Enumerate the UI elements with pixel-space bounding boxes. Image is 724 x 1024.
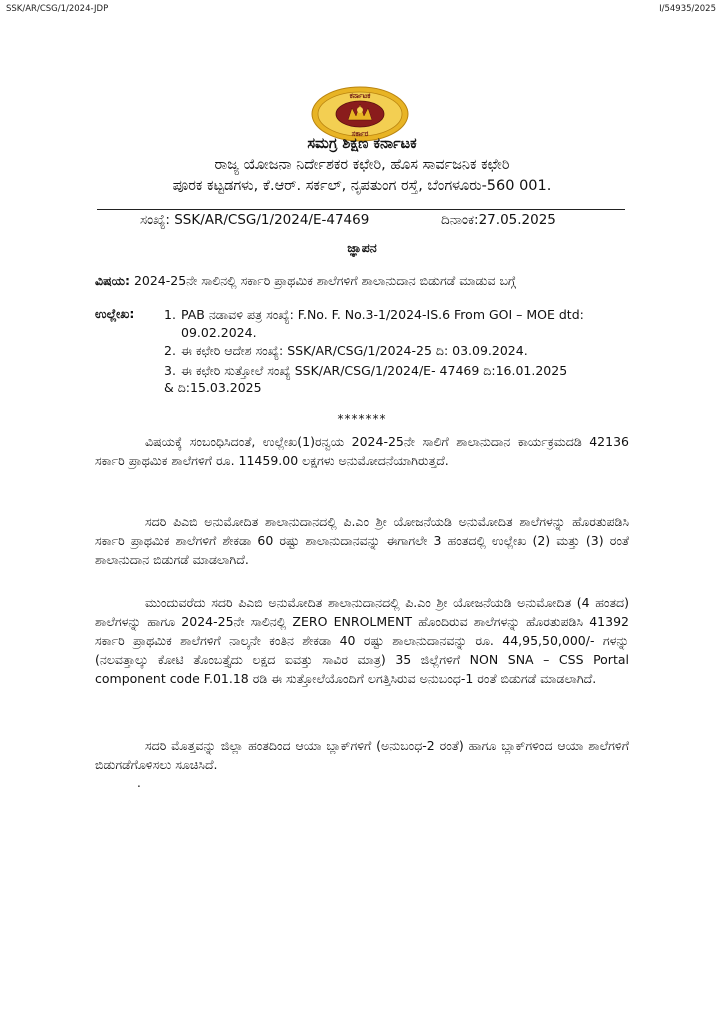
body-paragraph-text: ವಿಷಯಕ್ಕೆ ಸಂಬಂಧಿಸಿದಂತೆ, ಉಲ್ಲೇಖ(1)ರನ್ವಯ 2024-25ನೇ ಸಾಲಿಗೆ ಶಾಲಾನುದಾನ ಕಾರ್ಯಕ್ರಮದಡಿ 42136 ಸರ್ಕಾರಿ ಪ್ರಾಥಮಿಕ ಶಾಲೆಗಳಿಗೆ ರೂ. 11459.00 ಲಕ್ಷಗಳು ಅನುಮೋದನೆಯಾಗಿರುತ್ತದೆ. [95, 434, 629, 468]
reference-item-text: ಈ ಕಛೇರಿ ಆದೇಶ ಸಂಖ್ಯೆ: SSK/AR/CSG/1/2024-25 ದಿ: 03.09.2024. [181, 343, 528, 358]
body-paragraph [95, 432, 629, 470]
reference-item-continuation: & ದಿ:15.03.2025 [164, 380, 262, 395]
organization-name: ಸಮಗ್ರ ಶಿಕ್ಷಣ ಕರ್ನಾಟಕ [307, 136, 417, 152]
document-title: ಜ್ಞಾಪನ [347, 240, 377, 255]
body-paragraph [95, 512, 629, 569]
subject-text: 2024-25ನೇ ಸಾಲಿನಲ್ಲಿ ಸರ್ಕಾರಿ ಪ್ರಾಥಮಿಕ ಶಾಲೆಗಳಿಗೆ ಶಾಲಾನುದಾನ ಬಿಡುಗಡೆ ಮಾಡುವ ಬಗ್ಗೆ [133, 273, 516, 288]
trailing-mark: . [137, 776, 141, 790]
header-divider [97, 209, 625, 210]
office-name: ರಾಜ್ಯ ಯೋಜನಾ ನಿರ್ದೇಶಕರ ಕಛೇರಿ, ಹೊಸ ಸಾರ್ವಜನಿಕ ಕಛೇರಿ [214, 157, 510, 173]
reference-item-text: PAB ನಡಾವಳಿ ಪತ್ರ ಸಂಖ್ಯೆ: F.No. F. No.3-1/2024-IS.6 From GOI – MOE dtd: 09.02.2024. [181, 307, 584, 340]
office-address: ಪೂರಕ ಕಟ್ಟಡಗಳು, ಕೆ.ಆರ್. ಸರ್ಕಲ್, ನೃಪತುಂಗ ರಸ್ತೆ, ಬೆಂಗಳೂರು-560 001. [172, 178, 552, 194]
body-paragraph-text: ಸದರಿ ಪಿಎಬಿ ಅನುಮೋದಿತ ಶಾಲಾನುದಾನದಲ್ಲಿ ಪಿ.ಎಂ ಶ್ರೀ ಯೋಜನೆಯಡಿ ಅನುಮೋದಿತ ಶಾಲೆಗಳನ್ನು ಹೊರತುಪಡಿಸಿ ಸರ್ಕಾರಿ ಪ್ರಾಥಮಿಕ ಶಾಲೆಗಳಿಗೆ ಶೇಕಡಾ 60 ರಷ್ಟು ಶಾಲಾನುದಾನವನ್ನು ಈಗಾಗಲೇ 3 ಹಂತದಲ್ಲಿ ಉಲ್ಲೇಖ (2) ಮತ್ತು (3) ರಂತೆ ಶಾಲಾನುದಾನ ಬಿಡುಗಡೆ ಮಾಡಲಾಗಿದೆ. [95, 514, 629, 567]
seal-bottom-text: ಸರ್ಕಾರ [351, 130, 369, 138]
body-paragraph [95, 736, 629, 774]
document-date: ದಿನಾಂಕ:27.05.2025 [441, 212, 556, 228]
section-separator: ******* [337, 412, 387, 426]
reference-item-number: 2. [164, 343, 176, 358]
reference-item-text: ಈ ಕಛೇರಿ ಸುತ್ತೋಲೆ ಸಂಖ್ಯೆ SSK/AR/CSG/1/2024/E- 47469 ದಿ:16.01.2025 [181, 363, 568, 378]
reference-item-number: 3. [164, 363, 176, 378]
reference-item-number: 1. [164, 307, 176, 322]
karnataka-seal-icon [311, 86, 409, 142]
subject-line [95, 273, 655, 289]
body-paragraph-text: ಮುಂದುವರೆದು ಸದರಿ ಪಿಎಬಿ ಅನುಮೋದಿತ ಶಾಲಾನುದಾನದಲ್ಲಿ ಪಿ.ಎಂ ಶ್ರೀ ಯೋಜನೆಯಡಿ ಅನುಮೋದಿತ (4 ಹಂತದ) ಶಾಲೆಗಳನ್ನು ಹಾಗೂ 2024-25ನೇ ಸಾಲಿನಲ್ಲಿ ZERO ENROLMENT ಹೊಂದಿರುವ ಶಾಲೆಗಳನ್ನು ಹೊರತುಪಡಿಸಿ 41392 ಸರ್ಕಾರಿ ಪ್ರಾಥಮಿಕ ಶಾಲೆಗಳಿಗೆ ನಾಲ್ಕನೇ ಕಂತಿನ ಶೇಕಡಾ 40 ರಷ್ಟು ಶಾಲಾನುದಾನವನ್ನು ರೂ. 44,95,50,000/- ಗಳನ್ನು (ನಲವತ್ತಾಲ್ಕು ಕೋಟಿ ತೊಂಬತ್ತೈದು ಲಕ್ಷದ ಐವತ್ತು ಸಾವಿರ ಮಾತ್ರ) 35 ಜಿಲ್ಲೆಗಳಿಗೆ NON SNA – CSS Portal component code F.01.18 ರಡಿ ಈ ಸುತ್ತೋಲೆಯೊಂದಿಗೆ ಲಗತ್ತಿಸಿರುವ ಅನುಬಂಧ-1 ರಂತೆ ಬಿಡುಗಡೆ ಮಾಡಲಾಗಿದೆ. [95, 595, 629, 686]
references-label: ಉಲ್ಲೇಖ: [95, 306, 135, 321]
reference-number: ಸಂಖ್ಯೆ: SSK/AR/CSG/1/2024/E-47469 [140, 212, 370, 228]
running-header-left: SSK/AR/CSG/1/2024-JDP [6, 4, 109, 14]
body-paragraph-text: ಸದರಿ ಮೊತ್ತವನ್ನು ಜಿಲ್ಲಾ ಹಂತದಿಂದ ಆಯಾ ಬ್ಲಾಕ್‌ಗಳಿಗೆ (ಅನುಬಂಧ-2 ರಂತೆ) ಹಾಗೂ ಬ್ಲಾಕ್‌ಗಳಿಂದ ಆಯಾ ಶಾಲೆಗಳಿಗೆ ಬಿಡುಗಡೆಗೊಳಿಸಲು ಸೂಚಿಸಿದೆ. [95, 738, 629, 772]
running-header-right: I/54935/2025 [659, 4, 716, 14]
body-paragraph [95, 593, 629, 688]
seal-top-text: ಕರ್ನಾಟಕ [349, 92, 371, 100]
subject-label: ವಿಷಯ: [95, 273, 130, 288]
